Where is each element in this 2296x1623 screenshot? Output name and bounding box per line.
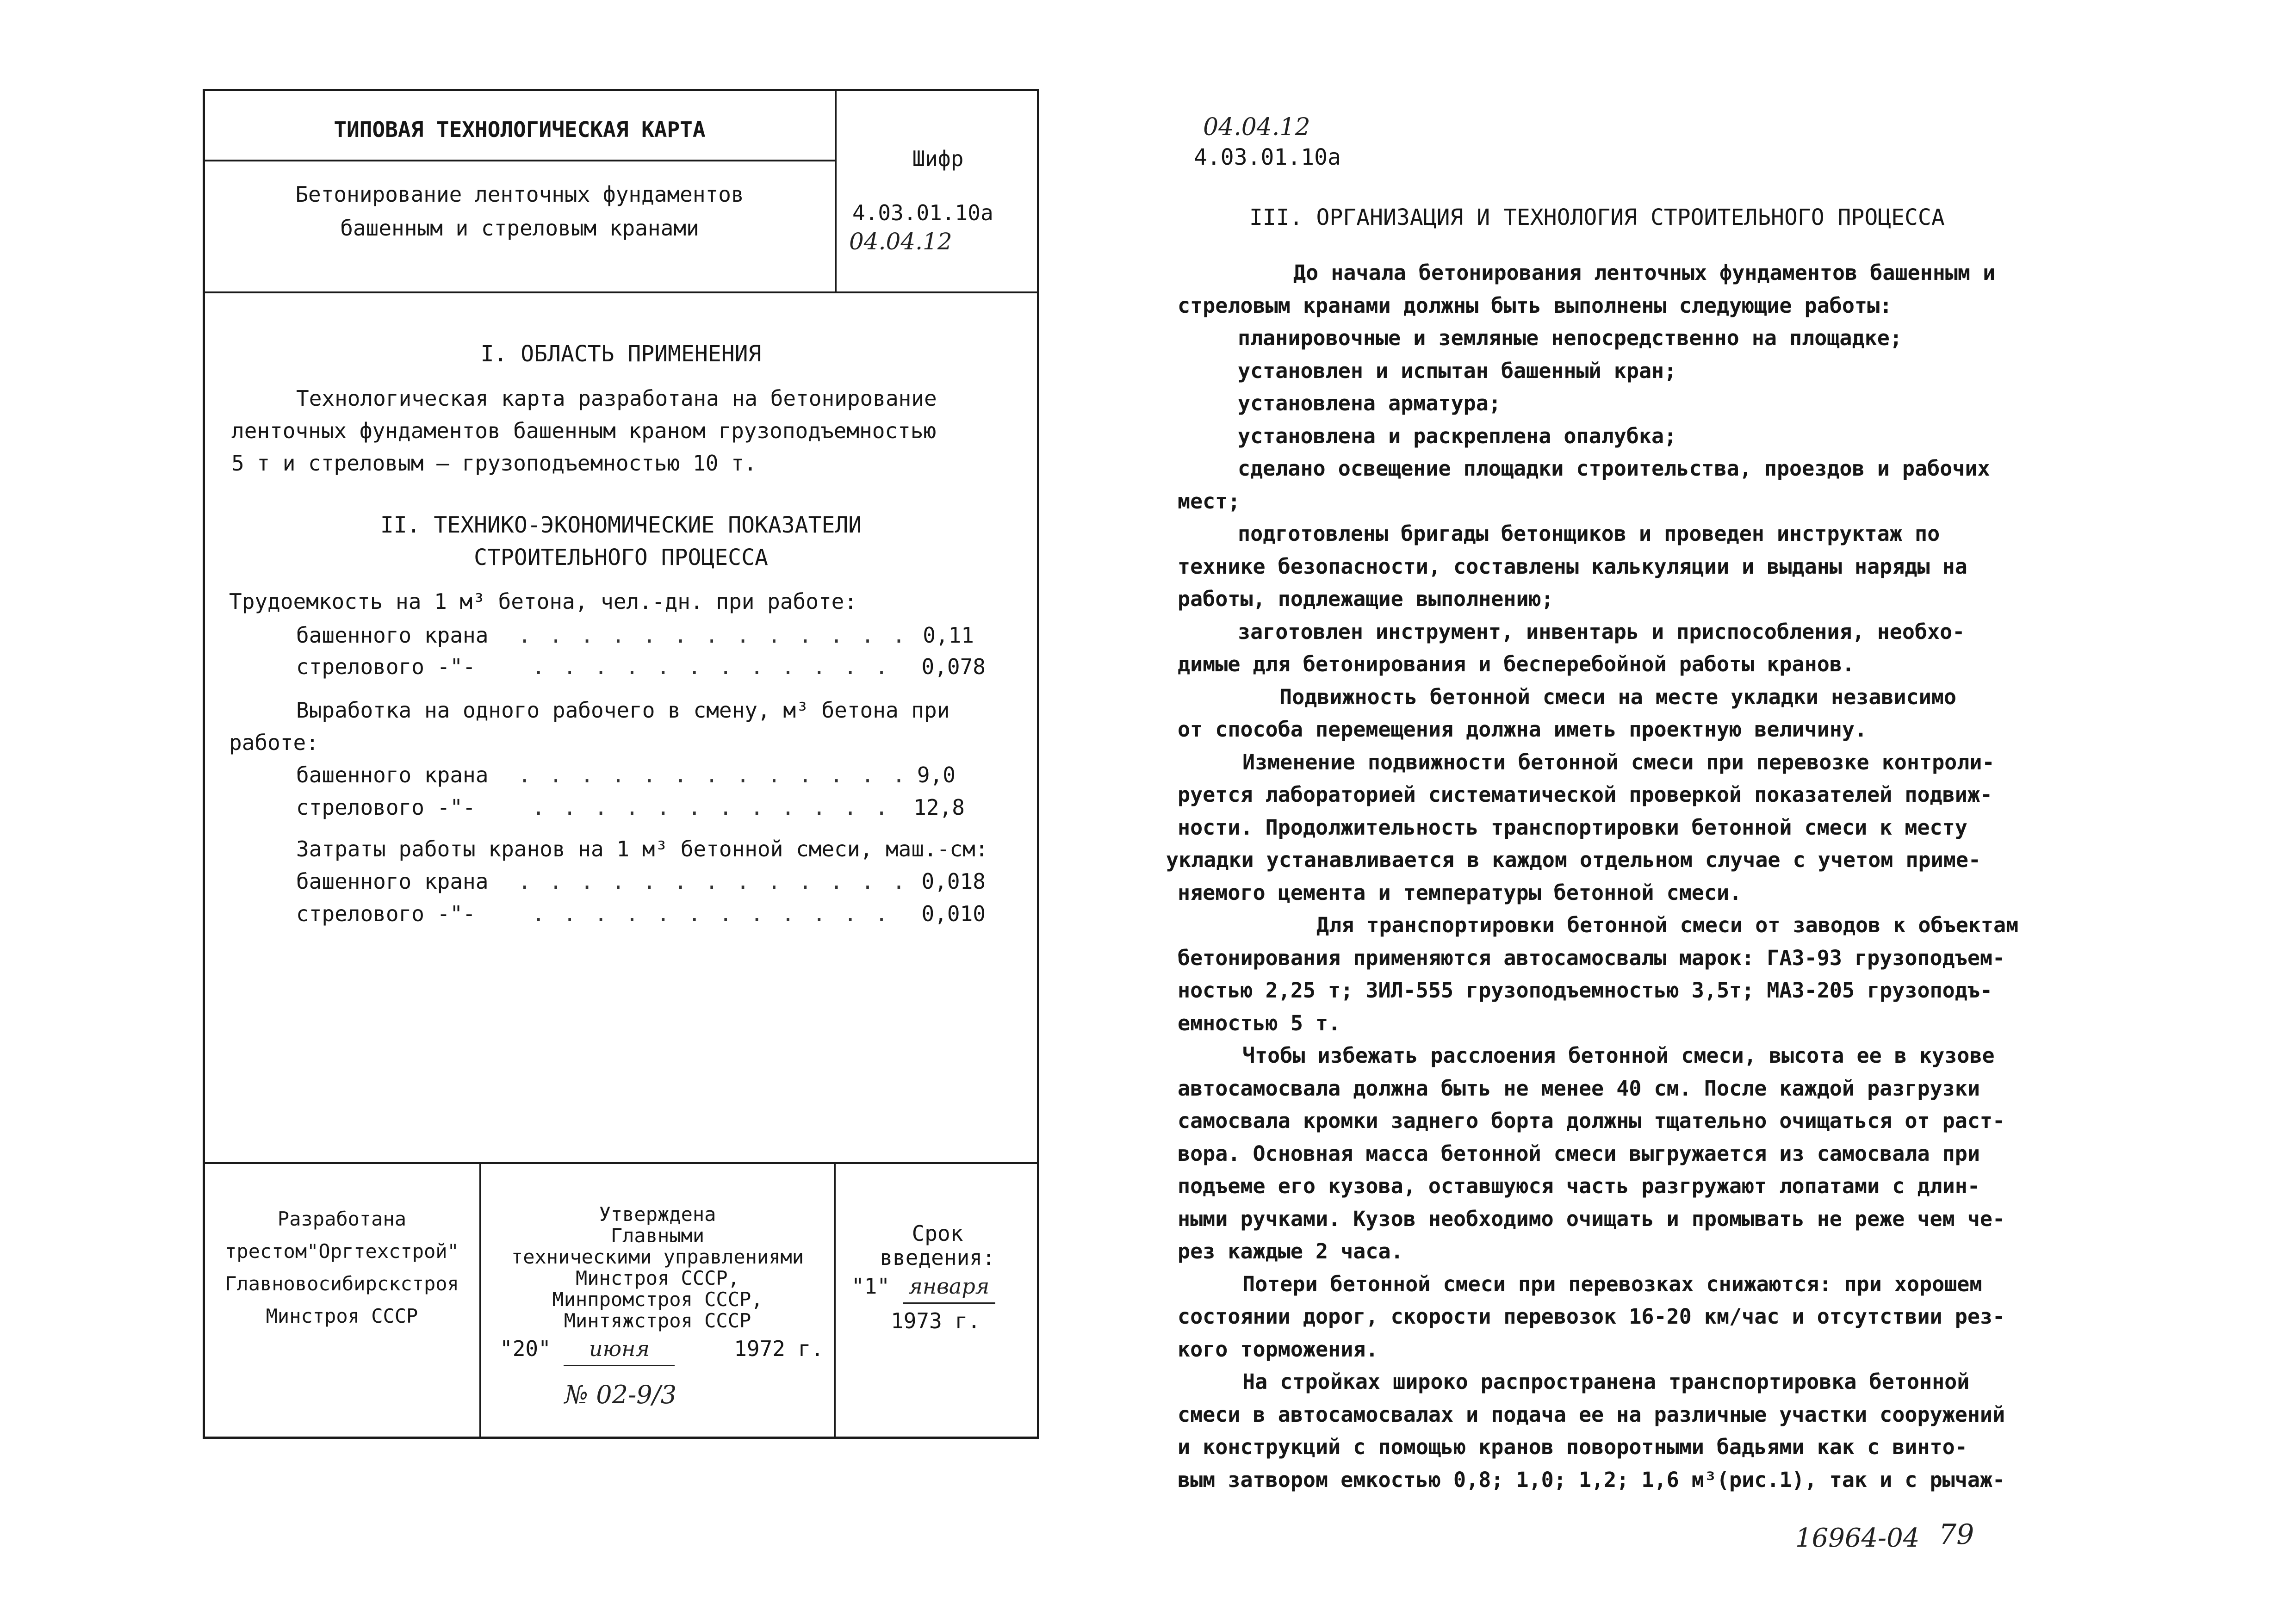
term-date-year: 1973 г. bbox=[891, 1308, 980, 1333]
group1-row1-label: башенного крана bbox=[296, 623, 489, 648]
card-title: ТИПОВАЯ ТЕХНОЛОГИЧЕСКАЯ КАРТА bbox=[334, 117, 706, 142]
title-separator bbox=[203, 160, 836, 161]
term-line-1: Срок bbox=[912, 1221, 963, 1246]
header-bottom-line bbox=[203, 291, 1039, 293]
approved-date-day: "20" bbox=[500, 1336, 551, 1361]
right-line-16: Изменение подвижности бетонной смеси при перевозке контроли- bbox=[1242, 750, 1995, 774]
group3-row1-leader: . . . . . . . . . . . . . bbox=[518, 869, 908, 894]
right-line-13: димые для бетонирования и бесперебойной работы кранов. bbox=[1178, 652, 1855, 676]
right-line-14: Подвижность бетонной смеси на месте укладки независимо bbox=[1279, 684, 1956, 709]
cipher-divider bbox=[835, 89, 837, 292]
group3-row2-label: стрелового -"- bbox=[296, 901, 476, 926]
right-line-26: автосамосвала должна быть не менее 40 см. После каждой разгрузки bbox=[1178, 1076, 1980, 1101]
term-cell bbox=[836, 1221, 1039, 1270]
right-line-12: заготовлен инструмент, инвентарь и приспособления, необхо- bbox=[1238, 619, 1965, 644]
footer-divider-2 bbox=[834, 1162, 836, 1439]
right-line-37: и конструкций с помощью кранов поворотными бадьями как с винто- bbox=[1178, 1435, 1967, 1459]
right-line-24: емностью 5 т. bbox=[1178, 1010, 1341, 1035]
right-code: 4.03.01.10а bbox=[1194, 144, 1341, 170]
group1-row2-leader: . . . . . . . . . . . . bbox=[532, 654, 891, 679]
developed-line-2: трестом"Оргтехстрой" bbox=[225, 1240, 459, 1263]
right-line-20: няемого цемента и температуры бетонной смеси. bbox=[1178, 880, 1742, 905]
term-date bbox=[851, 1270, 995, 1304]
term-date-day: "1" bbox=[851, 1274, 890, 1299]
right-line-11: работы, подлежащие выполнению; bbox=[1178, 587, 1554, 611]
right-line-35: На стройках широко распространена транспортировка бетонной bbox=[1242, 1369, 1970, 1394]
developed-line-1: Разработана bbox=[277, 1208, 407, 1230]
approved-date-year: 1972 г. bbox=[734, 1336, 824, 1361]
developed-line-3: Главновосибирскстроя bbox=[225, 1272, 459, 1295]
approved-date bbox=[500, 1332, 828, 1366]
right-line-21: Для транспортировки бетонной смеси от заводов к объектам bbox=[1316, 913, 2019, 937]
cipher-handwritten: 04.04.12 bbox=[849, 228, 952, 255]
right-line-31: рез каждые 2 часа. bbox=[1178, 1239, 1403, 1264]
right-line-7: сделано освещение площадки строительства, проездов и рабочих bbox=[1238, 456, 1990, 481]
group1-title: Трудоемкость на 1 м³ бетона, чел.-дн. при работе: bbox=[229, 589, 857, 614]
approved-date-month: июня bbox=[564, 1332, 675, 1366]
term-date-month: января bbox=[903, 1270, 995, 1304]
right-line-30: ными ручками. Кузов необходимо очищать и промывать не реже чем че- bbox=[1178, 1206, 2005, 1231]
approved-cell bbox=[481, 1204, 834, 1332]
group3-row2-value: 0,010 bbox=[921, 901, 986, 926]
right-line-22: бетонирования применяются автосамосвалы марок: ГАЗ-93 грузоподъем- bbox=[1178, 945, 2005, 970]
group3-row1-value: 0,018 bbox=[921, 869, 986, 894]
approved-number: № 02-9/3 bbox=[565, 1380, 677, 1409]
group1-row1-value: 0,11 bbox=[923, 623, 974, 648]
section2-heading-1: II. ТЕХНИКО-ЭКОНОМИЧЕСКИЕ ПОКАЗАТЕЛИ bbox=[380, 512, 862, 538]
approved-line-3: техническими управлениями bbox=[511, 1245, 804, 1268]
right-line-25: Чтобы избежать расслоения бетонной смеси, высота ее в кузове bbox=[1242, 1043, 1995, 1068]
group1-row2-label: стрелового -"- bbox=[296, 654, 476, 679]
section1-line-1: Технологическая карта разработана на бетонирование bbox=[296, 386, 937, 411]
page-stamp: 16964-04 bbox=[1795, 1523, 1920, 1553]
group2-row2-value: 12,8 bbox=[913, 795, 965, 820]
group2-row2-label: стрелового -"- bbox=[296, 795, 476, 820]
right-line-4: установлен и испытан башенный кран; bbox=[1238, 358, 1677, 383]
right-line-10: технике безопасности, составлены калькуляции и выданы наряды на bbox=[1178, 554, 1967, 579]
right-line-3: планировочные и земляные непосредственно на площадке; bbox=[1238, 326, 1902, 350]
group3-title: Затраты работы кранов на 1 м³ бетонной смеси, маш.-см: bbox=[296, 836, 988, 861]
group2-title-2: работе: bbox=[229, 730, 319, 755]
right-line-33: состоянии дорог, скорости перевозок 16-20 км/час и отсутствии рез- bbox=[1178, 1304, 2005, 1329]
footer-top-line bbox=[203, 1162, 1039, 1164]
card-subtitle-1: Бетонирование ленточных фундаментов bbox=[295, 182, 744, 207]
card-subtitle-2: башенным и стреловым кранами bbox=[340, 216, 699, 241]
right-line-15: от способа перемещения должна иметь проектную величину. bbox=[1178, 717, 1868, 742]
approved-line-6: Минтяжстроя СССР bbox=[564, 1309, 751, 1332]
group2-row2-leader: . . . . . . . . . . . . bbox=[532, 795, 891, 820]
section1-heading: I. ОБЛАСТЬ ПРИМЕНЕНИЯ bbox=[480, 341, 762, 367]
group2-row1-label: башенного крана bbox=[296, 762, 489, 787]
right-line-8: мест; bbox=[1178, 489, 1241, 514]
right-line-38: вым затвором емкостью 0,8; 1,0; 1,2; 1,6 м³(рис.1), так и с рычаж- bbox=[1178, 1467, 2005, 1492]
right-line-18: ности. Продолжительность транспортировки бетонной смеси к месту bbox=[1178, 815, 1967, 840]
right-heading: III. ОРГАНИЗАЦИЯ И ТЕХНОЛОГИЯ СТРОИТЕЛЬНОГО ПРОЦЕССА bbox=[1249, 204, 1945, 230]
right-line-27: самосвала кромки заднего борта должны тщательно очищаться от раст- bbox=[1178, 1109, 2005, 1133]
group2-row1-value: 9,0 bbox=[917, 762, 956, 787]
group2-row1-leader: . . . . . . . . . . . . . bbox=[518, 762, 908, 787]
term-line-2: введения: bbox=[880, 1245, 995, 1270]
group1-row1-leader: . . . . . . . . . . . . . bbox=[518, 623, 908, 648]
page-number: 79 bbox=[1939, 1518, 1974, 1551]
group1-row2-value: 0,078 bbox=[921, 654, 986, 679]
right-line-19: укладки устанавливается в каждом отдельном случае с учетом приме- bbox=[1166, 848, 1981, 872]
right-line-6: установлена и раскреплена опалубка; bbox=[1238, 423, 1677, 448]
right-line-36: смеси в автосамосвалах и подача ее на различные участки сооружений bbox=[1178, 1402, 2005, 1427]
right-handwritten-code: 04.04.12 bbox=[1203, 113, 1310, 141]
right-line-2: стреловым кранами должны быть выполнены следующие работы: bbox=[1178, 293, 1893, 318]
approved-line-1: Утверждена bbox=[599, 1203, 716, 1226]
cipher-code: 4.03.01.10а bbox=[852, 200, 993, 225]
right-line-28: вора. Основная масса бетонной смеси выгружается из самосвала при bbox=[1178, 1141, 1980, 1166]
right-line-1: До начала бетонирования ленточных фундаментов башенным и bbox=[1293, 260, 1996, 285]
right-body bbox=[1166, 257, 2098, 1496]
developed-line-4: Минстроя СССР bbox=[266, 1305, 418, 1327]
approved-line-4: Минстроя СССР, bbox=[575, 1267, 739, 1289]
section1-line-3: 5 т и стреловым – грузоподъемностью 10 т. bbox=[231, 451, 757, 476]
right-line-17: руется лабораторией систематической проверкой показателей подвиж- bbox=[1178, 782, 1992, 807]
approved-line-2: Главными bbox=[610, 1224, 705, 1247]
cipher-label: Шифр bbox=[912, 146, 964, 171]
right-line-32: Потери бетонной смеси при перевозках снижаются: при хорошем bbox=[1242, 1271, 1982, 1296]
right-line-29: подъеме его кузова, оставшуюся часть разгружают лопатами с длин- bbox=[1178, 1174, 1980, 1198]
group2-title-1: Выработка на одного рабочего в смену, м³ бетона при bbox=[296, 698, 950, 723]
approved-line-5: Минпромстроя СССР, bbox=[552, 1288, 763, 1311]
right-line-5: установлена арматура; bbox=[1238, 391, 1501, 415]
right-line-34: кого торможения. bbox=[1178, 1337, 1378, 1362]
section1-line-2: ленточных фундаментов башенным краном грузоподъемностью bbox=[231, 418, 937, 443]
section2-heading-2: СТРОИТЕЛЬНОГО ПРОЦЕССА bbox=[474, 545, 768, 570]
right-line-9: подготовлены бригады бетонщиков и проведен инструктаж по bbox=[1238, 521, 1940, 546]
developed-cell bbox=[205, 1203, 479, 1332]
group3-row1-label: башенного крана bbox=[296, 869, 489, 894]
right-line-23: ностью 2,25 т; ЗИЛ-555 грузоподъемностью 3,5т; МАЗ-205 грузоподъ- bbox=[1178, 978, 1992, 1003]
group3-row2-leader: . . . . . . . . . . . . bbox=[532, 901, 891, 926]
